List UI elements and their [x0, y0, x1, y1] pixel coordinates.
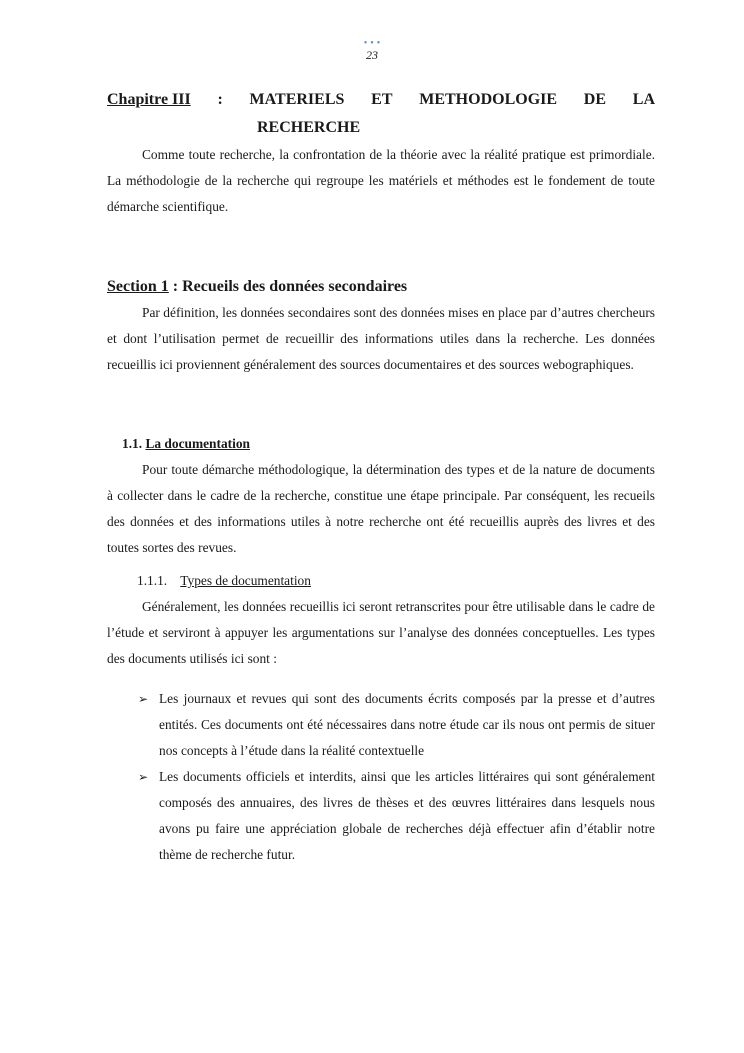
intro-paragraph: Comme toute recherche, la confrontation de la théorie avec la réalité pratique est primordiale. La méthodologie de la recherche qui regroupe les matériels et méthodes est le fondement de toute démarche scientifique. — [107, 147, 655, 214]
chapter-heading-line-2: RECHERCHE — [257, 119, 361, 136]
page-number-ornament: ••• — [363, 38, 384, 49]
section-separator: : — [168, 278, 183, 295]
section-heading — [107, 274, 655, 300]
chapter-heading-line-1 — [107, 86, 655, 114]
subsection-number: 1.1. — [122, 436, 143, 451]
list-item-text: Les documents officiels et interdits, ainsi que les articles littéraires qui sont généralement composés des annuaires, des livres de thèses et des œuvres littéraires dans lesquels nous avons pu faire une appréciation globale de recherches déjà effectuer afin d’établir notre thème de recherche futur. — [159, 769, 655, 862]
section-label: Section 1 — [107, 278, 169, 295]
chapter-colon: : — [217, 91, 223, 108]
document-body — [107, 86, 655, 868]
section-title: Recueils des données secondaires — [182, 278, 408, 295]
chapter-word: LA — [632, 91, 655, 108]
subsubsection-paragraph: Généralement, les données recueillis ici seront retranscrites pour être utilisable dans le cadre de l’étude et serviront à appuyer les argumentations sur l’analyse des données conceptuelles. Les types des documents utilisés ici sont : — [107, 599, 655, 666]
page-number: 23 — [366, 48, 378, 62]
list-item-text: Les journaux et revues qui sont des documents écrits composés par la presse et d’autres entités. Ces documents ont été nécessaires dans notre étude car ils nous ont permis de situer nos concepts à l’étude dans la réalité contextuelle — [159, 691, 655, 758]
section-paragraph: Par définition, les données secondaires sont des données mises en place par d’autres chercheurs et dont l’utilisation permet de recueillir des informations utiles dans la recherche. Les données recueillis ici proviennent généralement des sources documentaires et des sources webographiques. — [107, 305, 655, 372]
subsection-paragraph: Pour toute démarche méthodologique, la détermination des types et de la nature de documents à collecter dans le cadre de la recherche, constitue une étape principale. Par conséquent, les recueils des données et des informations utiles à notre recherche ont été recueillis auprès des livres et des toutes sortes des revues. — [107, 462, 655, 555]
subsection-title: La documentation — [145, 436, 250, 451]
chapter-word: METHODOLOGIE — [419, 91, 558, 108]
chapter-word: ET — [371, 91, 393, 108]
chapter-word: DE — [583, 91, 607, 108]
document-types-list — [107, 686, 655, 868]
arrow-bullet-icon: ➢ — [138, 692, 149, 706]
list-item — [107, 686, 655, 764]
chapter-heading — [107, 86, 655, 142]
chapter-word: MATERIELS — [249, 91, 345, 108]
subsubsection-number: 1.1.1. — [137, 573, 168, 588]
arrow-bullet-icon: ➢ — [138, 770, 149, 784]
chapter-label: Chapitre III — [107, 91, 191, 108]
subsubsection-heading — [137, 568, 655, 594]
page-header — [0, 40, 744, 61]
subsection-heading — [122, 431, 655, 457]
subsubsection-title: Types de documentation — [180, 573, 311, 588]
list-item — [107, 764, 655, 868]
